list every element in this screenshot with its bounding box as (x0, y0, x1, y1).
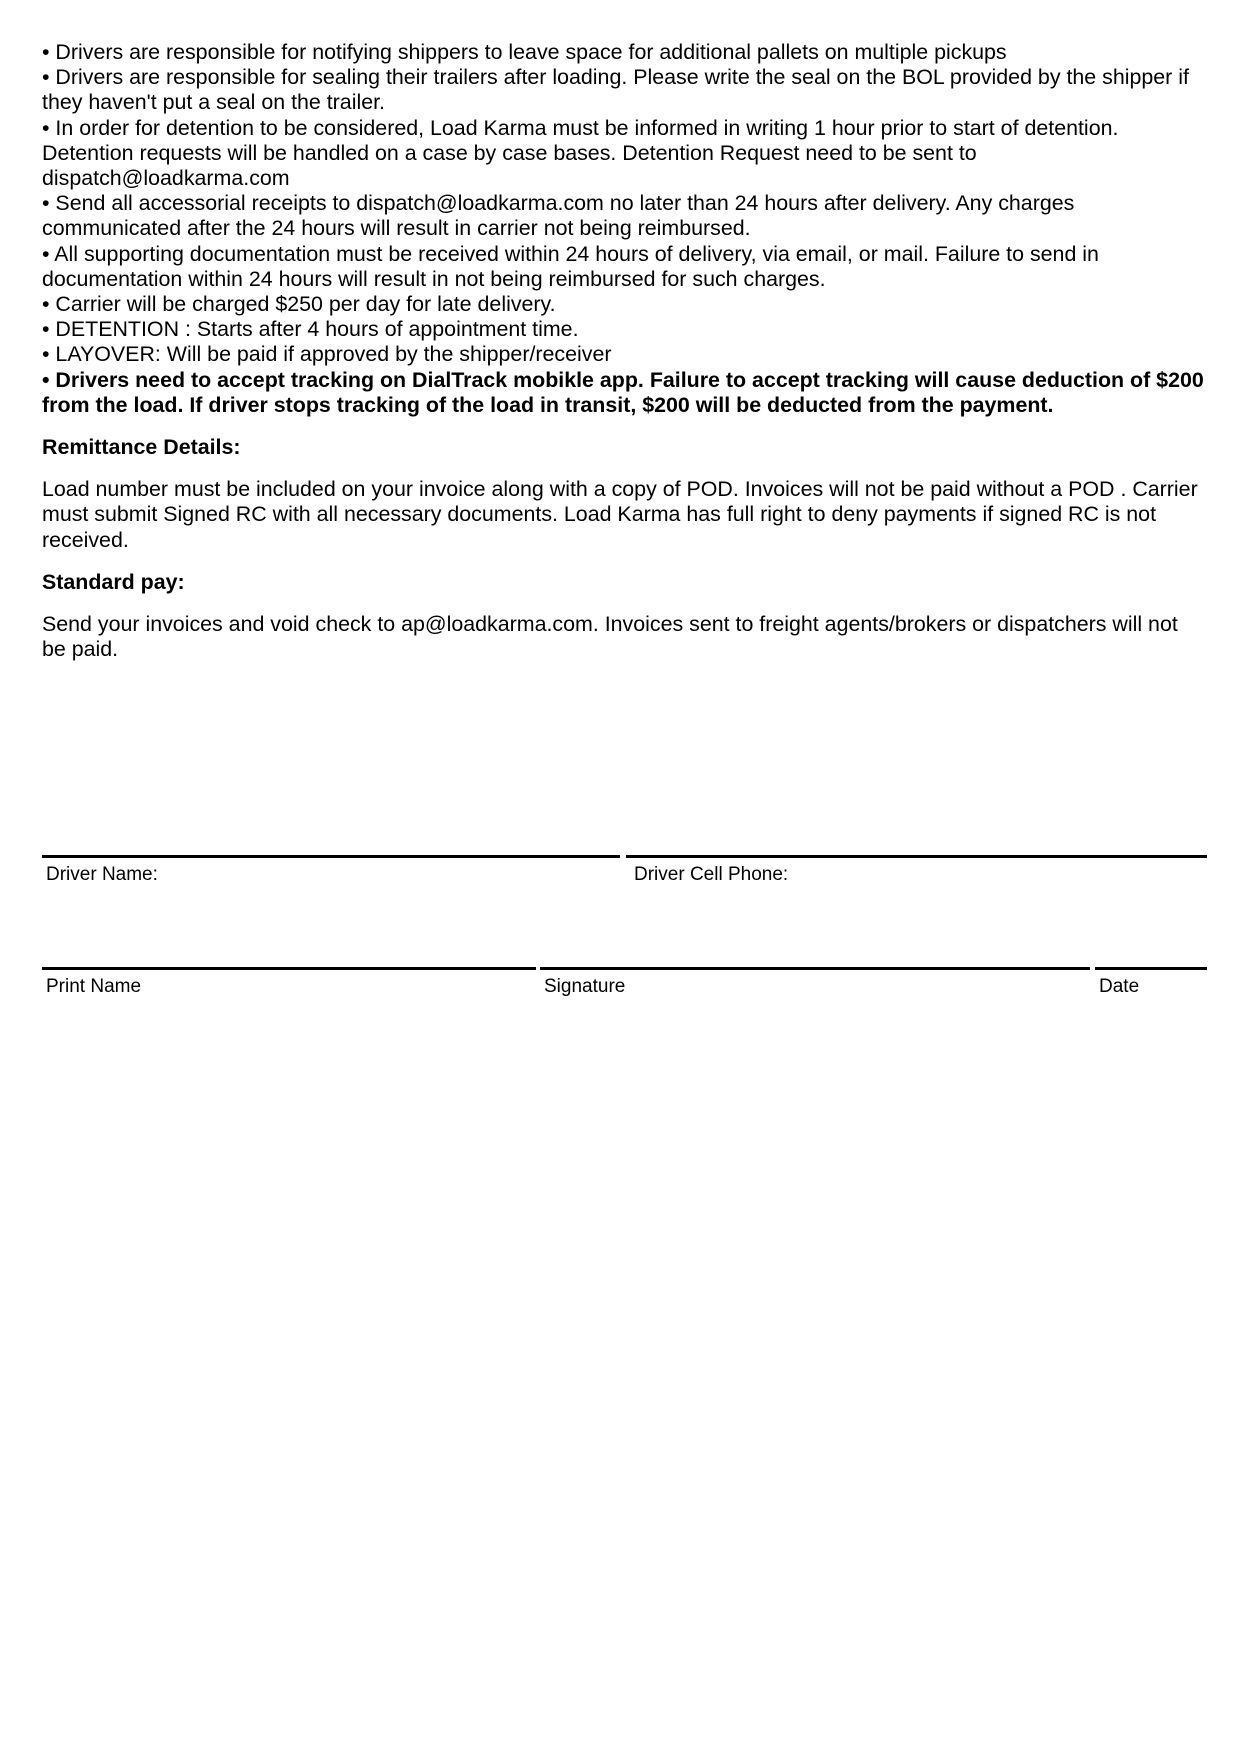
document-page (42, 40, 1207, 662)
terms-item-pallet-space: • Drivers are responsible for notifying shippers to leave space for additional pallets on multiple pickups (42, 40, 1007, 64)
terms-item-tracking-requirement: • Drivers need to accept tracking on DialTrack mobikle app. Failure to accept tracking will cause deduction of $200 from the load. If driver stops tracking of the load in transit, $200 will be deducted from the payment. (42, 367, 1204, 417)
standard-pay-body: Send your invoices and void check to ap@loadkarma.com. Invoices sent to freight agents/brokers or dispatchers will not be paid. (42, 612, 1178, 662)
date-label: Date (1099, 976, 1140, 997)
terms-item-detention-notice: • In order for detention to be considered, Load Karma must be informed in writing 1 hour prior to start of detention. Detention requests will be handled on a case by case bases. Detention Request need to be sent to dispatch@loadkarma.com (42, 115, 1119, 191)
driver-name-label: Driver Name: (46, 864, 158, 885)
terms-list (42, 40, 1207, 418)
terms-item-supporting-documentation: • All supporting documentation must be received within 24 hours of delivery, via email, or mail. Failure to send in documentation within 24 hours will result in not being reimbursed for such charges. (42, 241, 1099, 291)
terms-item-detention: • DETENTION : Starts after 4 hours of appointment time. (42, 317, 579, 342)
driver-cell-phone-label: Driver Cell Phone: (634, 864, 789, 885)
signature-field[interactable] (540, 967, 1090, 997)
driver-cell-phone-field[interactable] (626, 855, 1207, 885)
signature-label: Signature (544, 976, 626, 997)
print-name-field[interactable] (42, 967, 536, 997)
remittance-heading: Remittance Details: (42, 435, 241, 460)
terms-item-trailer-seal: • Drivers are responsible for sealing their trailers after loading. Please write the seal on the BOL provided by the shipper if they haven't put a seal on the trailer. (42, 65, 1189, 115)
standard-pay-heading: Standard pay: (42, 569, 185, 594)
print-name-label: Print Name (46, 976, 142, 997)
terms-item-layover: • LAYOVER: Will be paid if approved by the shipper/receiver (42, 342, 612, 367)
remittance-body: Load number must be included on your invoice along with a copy of POD. Invoices will not be paid without a POD . Carrier must submit Signed RC with all necessary documents. Load Karma has full right to deny payments if signed RC is not received. (42, 477, 1198, 552)
date-field[interactable] (1095, 967, 1207, 997)
terms-item-accessorial-receipts: • Send all accessorial receipts to dispatch@loadkarma.com no later than 24 hours after delivery. Any charges communicated after the 24 hours will result in carrier not being reimbursed. (42, 191, 1075, 241)
terms-item-late-delivery: • Carrier will be charged $250 per day for late delivery. (42, 292, 556, 317)
driver-name-field[interactable] (42, 855, 620, 885)
